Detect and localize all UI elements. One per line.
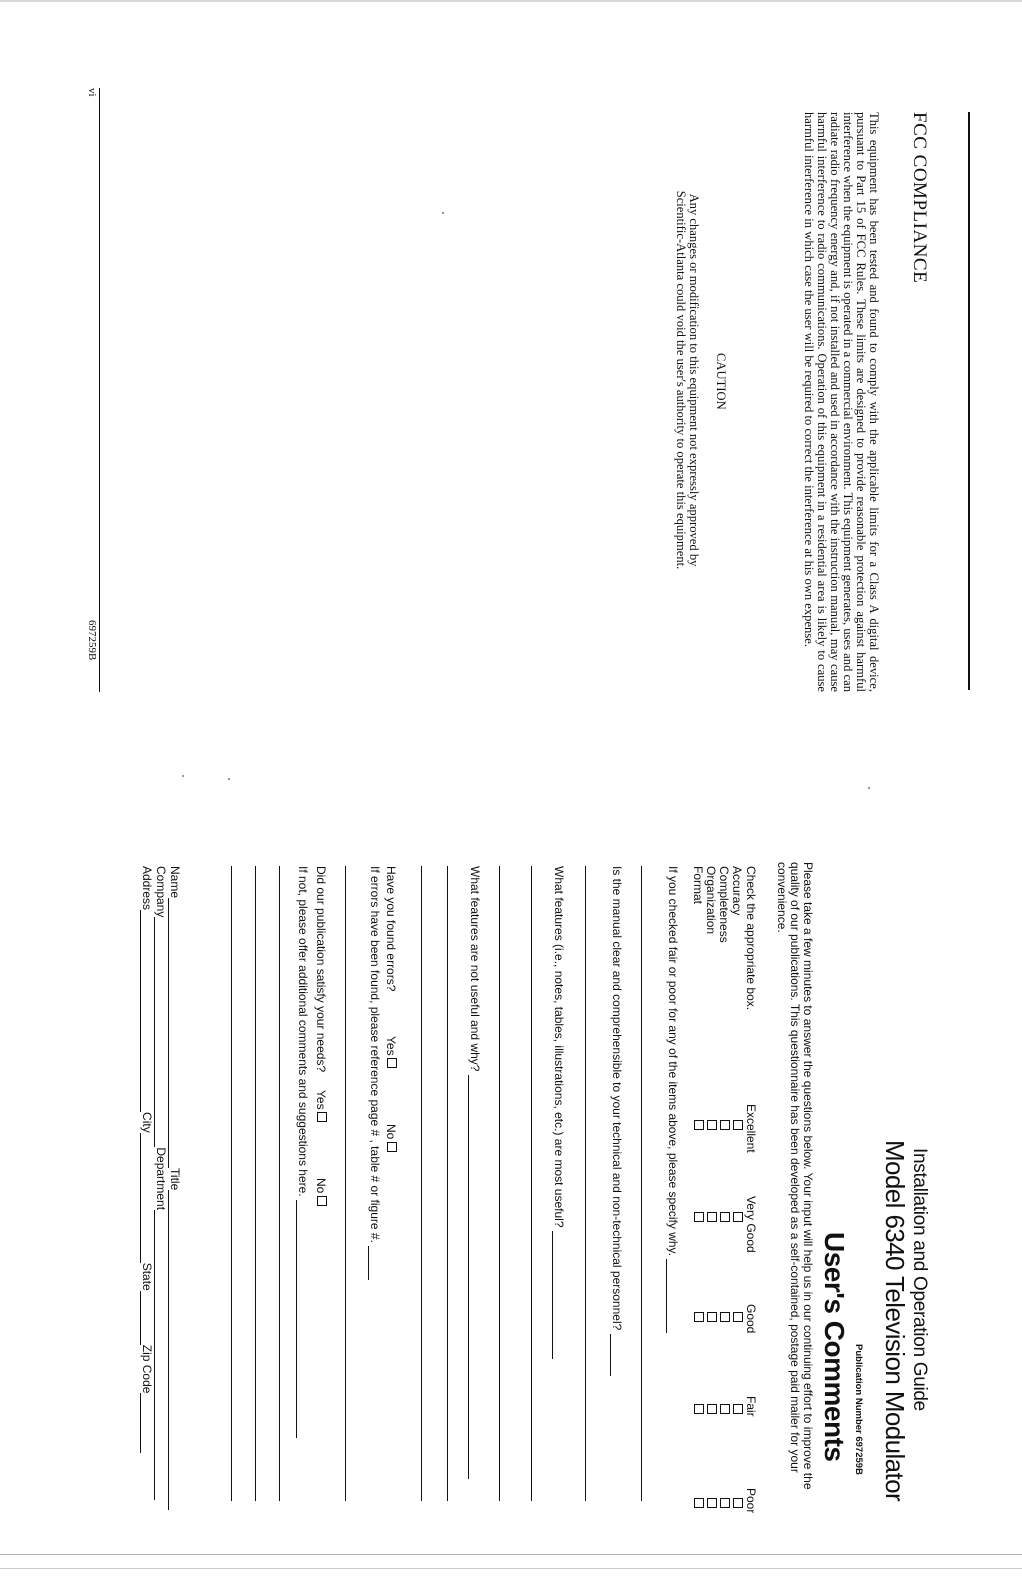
fcc-top-rule [968,112,970,690]
question-errors: Have you found errors? [384,866,398,992]
checkbox-organization-very-good[interactable] [707,1212,717,1222]
name-blank[interactable] [168,898,169,1168]
fcc-title: FCC COMPLIANCE [909,112,930,284]
page-number: vi [86,88,98,97]
checkbox-organization-excellent[interactable] [707,1120,717,1130]
answer-line[interactable] [447,866,448,1501]
zip-label: Zip Code [140,1344,154,1394]
company-blank[interactable] [154,917,155,1147]
satisfy-yes-checkbox[interactable] [317,1112,327,1122]
answer-blank[interactable] [368,1246,369,1280]
answer-line[interactable] [499,866,500,1501]
question-not-useful [468,866,482,1479]
address-label: Address [140,866,154,911]
name-label: Name [168,866,182,899]
state-label: State [140,1262,154,1291]
answer-blank[interactable] [552,1231,553,1359]
answer-line[interactable] [345,866,346,1501]
satisfy-no-label: No [314,1178,328,1194]
question-satisfy: Did our publication satisfy your needs? [314,866,328,1073]
checkbox-format-excellent[interactable] [694,1120,704,1130]
answer-blank[interactable] [468,1075,469,1479]
criterion-accuracy: Accuracy [730,866,744,916]
address-blank[interactable] [140,910,141,1112]
errors-yes-label: Yes [384,1036,398,1056]
answer-blank[interactable] [610,1334,611,1376]
question-useful [552,866,566,1359]
question-useful-text: What features (i.e., notes, tables, illustrations, etc.) are most useful? [552,866,566,1228]
answer-line[interactable] [531,866,532,1501]
publication-number: Publication Number 697259B [853,1344,864,1475]
checkbox-format-fair[interactable] [694,1404,704,1414]
department-label: Department [154,1147,168,1211]
form-heading: User's Comments [819,1232,850,1462]
checkbox-completeness-very-good[interactable] [720,1212,730,1222]
question-errors-ref-text: If errors have been found, please reference page # , table # or figure #. [368,866,382,1243]
company-label: Company [154,866,168,918]
rating-poor-label: Poor [744,1488,758,1514]
checkbox-accuracy-fair[interactable] [733,1404,743,1414]
answer-line[interactable] [231,866,232,1501]
publication-code: 697259B [86,620,98,661]
checkbox-format-good[interactable] [694,1312,704,1322]
caution-body: Any changes or modification to this equipment not expressly approved by Scientific-Atlanta could void the user's authority to operate this equipment. [674,190,701,570]
question-clear-text: Is the manual clear and comprehensible to your technical and non-technical personnel? [610,866,624,1331]
checkbox-accuracy-good[interactable] [733,1312,743,1322]
checkbox-organization-poor[interactable] [707,1498,717,1508]
model-title: Model 6340 Television Modulator [880,1140,910,1502]
checkbox-organization-fair[interactable] [707,1404,717,1414]
answer-line[interactable] [421,866,422,1501]
question-comments [296,866,310,1438]
address-field [140,866,154,1453]
question-comments-text: If not, please offer additional comments and suggestions here. [296,866,310,1197]
criterion-format: Format [691,866,705,905]
city-label: City [140,1112,154,1133]
question-not-useful-text: What features are not useful and why? [468,866,482,1072]
guide-title: Installation and Operation Guide [909,1148,930,1411]
errors-yes-checkbox[interactable] [387,1058,397,1068]
checkbox-accuracy-very-good[interactable] [733,1212,743,1222]
department-blank[interactable] [154,1210,155,1500]
rating-fair-label: Fair [744,1396,758,1417]
title-label: Title [168,1168,182,1191]
checkbox-completeness-poor[interactable] [720,1498,730,1508]
question-fair-poor-text: If you checked fair or poor for any of the items above, please specify why. [666,866,680,1256]
checkbox-completeness-good[interactable] [720,1312,730,1322]
answer-blank[interactable] [666,1259,667,1333]
rating-excellent-label: Excellent [744,1104,758,1153]
checkbox-accuracy-poor[interactable] [733,1498,743,1508]
city-blank[interactable] [140,1133,141,1263]
checkbox-completeness-excellent[interactable] [720,1120,730,1130]
rating-good-label: Good [744,1304,758,1334]
question-errors-ref [368,866,382,1280]
form-intro: Please take a few minutes to answer the questions below. Your input will help us in our continuing effort to improve the quality of our publications. This questionnaire has been developed as a self-contained, postage paid mailer for your convenience. [774,862,815,1490]
question-fair-poor [666,866,680,1333]
caution-heading: CAUTION [714,353,728,410]
question-clear [610,866,624,1376]
title-blank[interactable] [168,1190,169,1510]
answer-blank[interactable] [296,1200,297,1438]
errors-no-label: No [384,1124,398,1140]
criterion-completeness: Completeness [717,866,731,943]
answer-line[interactable] [641,866,642,1501]
criterion-organization: Organization [704,866,718,935]
check-heading: Check the appropriate box. [744,866,758,1011]
fcc-bottom-rule [99,88,100,692]
rating-very-good-label: Very Good [744,1196,758,1253]
company-field [154,866,168,1500]
checkbox-organization-good[interactable] [707,1312,717,1322]
answer-line[interactable] [279,866,280,1501]
satisfy-no-checkbox[interactable] [317,1196,327,1206]
name-field [168,866,182,1510]
fcc-body: This equipment has been tested and found to comply with the applicable limits for a Class A digital device, pursuant to Part 15 of FCC Rules. These limits are designed to provide reasonable protection against harmful interference when the equipment is operated in a commercial environment. This equipment generates, uses and can radiate radio frequency energy and, if not installed and used in accordance with the instruction manual, may cause harmful interference to radio communications. Operation of this equipment in a residential area is likely to cause harmful interference in which case the user will be required to correct the interference at his own expense. [802,112,881,692]
errors-no-checkbox[interactable] [387,1142,397,1152]
checkbox-format-very-good[interactable] [694,1212,704,1222]
zip-blank[interactable] [140,1393,141,1453]
checkbox-accuracy-excellent[interactable] [733,1120,743,1130]
answer-line[interactable] [255,866,256,1501]
satisfy-yes-label: Yes [314,1090,328,1110]
state-blank[interactable] [140,1291,141,1345]
checkbox-format-poor[interactable] [694,1498,704,1508]
checkbox-completeness-fair[interactable] [720,1404,730,1414]
answer-line[interactable] [585,866,586,1501]
